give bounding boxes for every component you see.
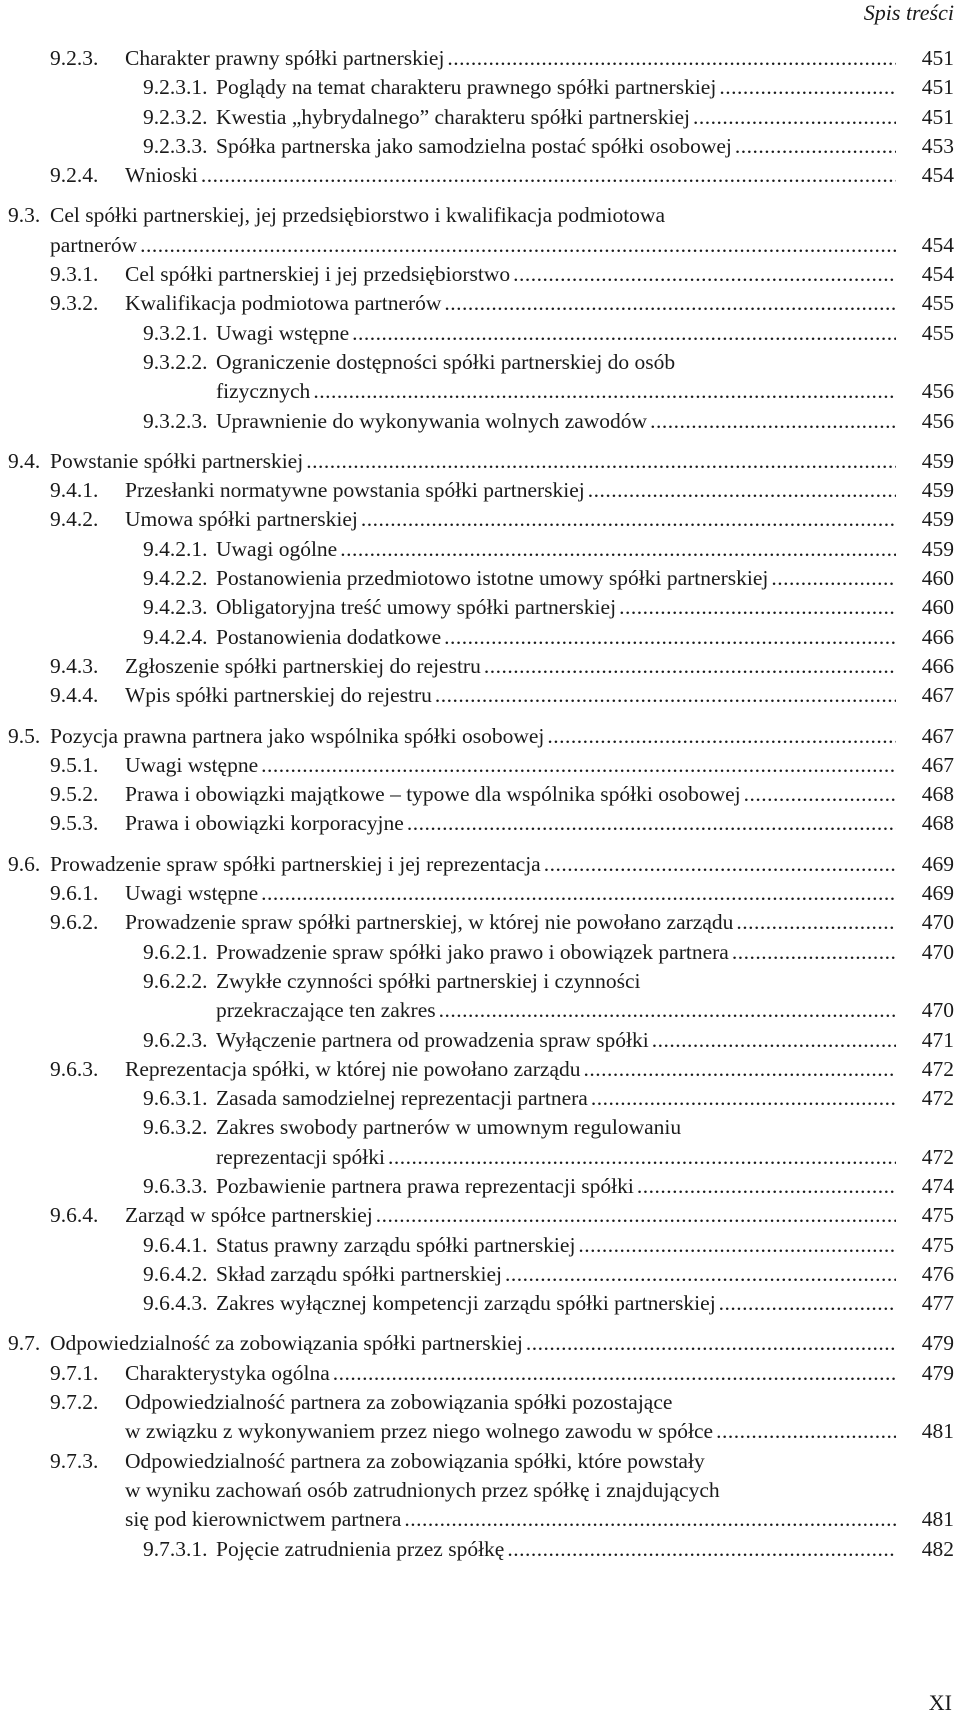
toc-entry-page: 481 [921, 1507, 954, 1532]
toc-entry-title: Charakterystyka ogólna [125, 1360, 330, 1385]
toc-entry [0, 1388, 960, 1447]
dot-leader [407, 809, 896, 838]
toc-entry-page: 481 [921, 1419, 954, 1444]
dot-leader [484, 652, 896, 681]
toc-entry-number: 9.6.3.1. [143, 1086, 208, 1111]
dot-leader [591, 1084, 896, 1113]
toc-entry-title: Charakter prawny spółki partnerskiej [125, 46, 445, 70]
dot-leader [719, 73, 896, 102]
dot-leader [404, 1505, 896, 1534]
dot-leader [771, 564, 896, 593]
dot-leader [588, 476, 896, 505]
dot-leader [526, 1329, 896, 1358]
toc-entry-title: Zarząd w spółce partnerskiej [125, 1203, 373, 1228]
toc-entry-title: w wyniku zachowań osób zatrudnionych przez spółkę i znajdujących [125, 1477, 720, 1502]
toc-entry-number: 9.6.3.2. [143, 1115, 208, 1140]
dot-leader [261, 879, 896, 908]
toc-entry [0, 809, 960, 838]
toc-entry [0, 407, 960, 436]
dot-leader [505, 1260, 896, 1289]
toc-entry-number: 9.6.2. [50, 910, 99, 935]
toc-entry-title: Odpowiedzialność za zobowiązania spółki partnerskiej [50, 1331, 523, 1356]
toc-entry-title: Prowadzenie spraw spółki partnerskiej, w której nie powołano zarządu [125, 910, 734, 935]
toc-entry-page: 472 [921, 1056, 954, 1081]
toc-entry-title: Postanowienia dodatkowe [216, 624, 442, 649]
toc-entry-number: 9.3.2.3. [143, 408, 208, 433]
toc-entry-title: Zgłoszenie spółki partnerskiej do rejestru [125, 653, 481, 678]
toc-entry [0, 103, 960, 132]
toc-entry-title: Ograniczenie dostępności spółki partnerskiej do osób [216, 349, 676, 374]
toc-entry-number: 9.6.4.1. [143, 1232, 208, 1257]
toc-entry-page: 456 [921, 408, 954, 433]
toc-entry [0, 73, 960, 102]
toc-entry [0, 505, 960, 534]
toc-entry-title: Uwagi ogólne [216, 536, 338, 561]
dot-leader [306, 447, 896, 476]
toc-entry-number: 9.6.4.2. [143, 1261, 208, 1286]
toc-entry-page: 454 [921, 232, 954, 257]
toc-entry-page: 469 [921, 851, 954, 876]
dot-leader [352, 319, 896, 348]
toc-entry [0, 132, 960, 161]
toc-entry-number: 9.3.2.2. [143, 349, 208, 374]
dot-leader [447, 44, 896, 73]
toc-entry-title: Wnioski [125, 163, 198, 188]
dot-leader [637, 1172, 896, 1201]
toc-entry-number: 9.4.4. [50, 683, 99, 708]
toc-entry-title: fizycznych [216, 379, 311, 404]
dot-leader [388, 1143, 896, 1172]
toc-entry [0, 938, 960, 967]
toc-entry-page: 460 [921, 595, 954, 620]
dot-leader [435, 681, 896, 710]
toc-entry [0, 447, 960, 476]
toc-entry [0, 44, 960, 73]
toc-entry [0, 593, 960, 622]
toc-entry-title: Uwagi wstępne [216, 320, 350, 345]
dot-leader [736, 908, 896, 937]
toc-entry-number: 9.7. [8, 1331, 41, 1356]
dot-leader [693, 103, 896, 132]
toc-entry-page: 460 [921, 566, 954, 591]
toc-entry-title: Wpis spółki partnerskiej do rejestru [125, 683, 432, 708]
toc-entry-number: 9.4.2.2. [143, 566, 208, 591]
toc-entry-title: Uprawnienie do wykonywania wolnych zawodów [216, 408, 648, 433]
toc-entry-page: 470 [921, 998, 954, 1023]
toc-entry-number: 9.6.4.3. [143, 1291, 208, 1316]
toc-entry [0, 1535, 960, 1564]
dot-leader [261, 751, 896, 780]
toc-entry-title: Obligatoryjna treść umowy spółki partnerskiej [216, 595, 617, 620]
dot-leader [361, 505, 896, 534]
dot-leader [716, 1417, 896, 1446]
toc-entry-title: Odpowiedzialność partnera za zobowiązania spółki, które powstały [125, 1448, 705, 1473]
toc-entry-number: 9.7.3. [50, 1448, 99, 1473]
toc-entry-number: 9.4.1. [50, 478, 99, 503]
toc-entry-number: 9.4.2.4. [143, 624, 208, 649]
toc-entry-title: Postanowienia przedmiotowo istotne umowy spółki partnerskiej [216, 566, 769, 591]
toc-entry-title: Uwagi wstępne [125, 881, 259, 906]
toc-entry-title: Wyłączenie partnera od prowadzenia spraw spółki [216, 1027, 649, 1052]
toc-entry [0, 1359, 960, 1388]
dot-leader [719, 1289, 896, 1318]
dot-leader [333, 1359, 896, 1388]
toc-entry-page: 467 [921, 723, 954, 748]
toc-entry-title: Zwykłe czynności spółki partnerskiej i czynności [216, 968, 641, 993]
toc-entry [0, 1113, 960, 1172]
toc-entry-title: Status prawny zarządu spółki partnerskiej [216, 1232, 576, 1257]
toc-entry-number: 9.3.2.1. [143, 320, 208, 345]
toc-entry-number: 9.6.2.1. [143, 939, 208, 964]
toc-entry-number: 9.4.2. [50, 507, 99, 532]
toc-entry-number: 9.6.3.3. [143, 1173, 208, 1198]
toc-entry-title: partnerów [50, 232, 138, 257]
dot-leader [732, 938, 896, 967]
toc-entry-page: 472 [921, 1144, 954, 1169]
dot-leader [619, 593, 896, 622]
toc-entry-number: 9.6.2.2. [143, 968, 208, 993]
toc-entry-number: 9.4.2.1. [143, 536, 208, 561]
toc-entry-page: 456 [921, 379, 954, 404]
toc-entry-title: Skład zarządu spółki partnerskiej [216, 1261, 502, 1286]
toc-entry-number: 9.6.1. [50, 881, 99, 906]
toc-entry-title: Umowa spółki partnerskiej [125, 507, 358, 532]
toc-entry-number: 9.3. [8, 203, 41, 228]
toc-entry-page: 472 [921, 1086, 954, 1111]
toc-entry-title: Kwestia „hybrydalnego” charakteru spółki partnerskiej [216, 104, 691, 129]
toc-entry [0, 1084, 960, 1113]
toc-entry [0, 476, 960, 505]
dot-leader [547, 722, 896, 751]
toc-entry-page: 455 [921, 291, 954, 316]
toc-entry [0, 879, 960, 908]
toc-entry-title: Pozbawienie partnera prawa reprezentacji spółki [216, 1173, 634, 1198]
toc-entry [0, 1231, 960, 1260]
toc-entry-number: 9.6. [8, 851, 41, 876]
running-header: Spis treści [863, 0, 954, 25]
toc-entry [0, 850, 960, 879]
toc-entry [0, 1055, 960, 1084]
toc-entry-number: 9.7.3.1. [143, 1536, 208, 1561]
toc-entry [0, 1260, 960, 1289]
toc-entry-title: Zakres swobody partnerów w umownym regulowaniu [216, 1115, 682, 1140]
dot-leader [340, 535, 896, 564]
dot-leader [444, 289, 896, 318]
toc-entry [0, 1026, 960, 1055]
toc-entry-page: 468 [921, 782, 954, 807]
dot-leader [735, 132, 896, 161]
table-of-contents [0, 44, 960, 1564]
toc-entry-number: 9.2.3.2. [143, 104, 208, 129]
toc-entry-page: 470 [921, 910, 954, 935]
toc-entry-title: Reprezentacja spółki, w której nie powołano zarządu [125, 1056, 581, 1081]
toc-entry-number: 9.2.4. [50, 163, 99, 188]
dot-leader [507, 1535, 896, 1564]
toc-entry-page: 474 [921, 1173, 954, 1198]
toc-entry-number: 9.7.2. [50, 1390, 99, 1415]
toc-entry [0, 623, 960, 652]
dot-leader [376, 1201, 896, 1230]
toc-entry-number: 9.6.2.3. [143, 1027, 208, 1052]
toc-entry-page: 467 [921, 752, 954, 777]
toc-entry [0, 161, 960, 190]
toc-entry-page: 459 [921, 507, 954, 532]
toc-entry-number: 9.5.3. [50, 811, 99, 836]
toc-entry-number: 9.5.1. [50, 752, 99, 777]
toc-entry-page: 451 [921, 46, 954, 70]
toc-entry-title: przekraczające ten zakres [216, 998, 436, 1023]
toc-entry-title: Cel spółki partnerskiej, jej przedsiębiorstwo i kwalifikacja podmiotowa [50, 203, 665, 228]
page-number: XI [928, 1690, 952, 1715]
toc-entry [0, 908, 960, 937]
toc-entry-number: 9.2.3.3. [143, 133, 208, 158]
dot-leader [652, 1026, 896, 1055]
toc-entry-title: Prawa i obowiązki majątkowe – typowe dla wspólnika spółki osobowej [125, 782, 741, 807]
toc-entry-page: 467 [921, 683, 954, 708]
toc-entry [0, 1172, 960, 1201]
toc-entry-page: 459 [921, 448, 954, 473]
toc-entry [0, 348, 960, 407]
toc-entry-page: 476 [921, 1261, 954, 1286]
toc-entry-number: 9.6.3. [50, 1056, 99, 1081]
dot-leader [584, 1055, 897, 1084]
toc-entry-title: reprezentacji spółki [216, 1144, 385, 1169]
toc-entry [0, 652, 960, 681]
toc-entry-page: 468 [921, 811, 954, 836]
dot-leader [513, 260, 896, 289]
toc-entry-number: 9.7.1. [50, 1360, 99, 1385]
toc-entry-title: Uwagi wstępne [125, 752, 259, 777]
toc-entry [0, 751, 960, 780]
dot-leader [201, 161, 896, 190]
toc-entry-page: 453 [921, 133, 954, 158]
toc-entry [0, 681, 960, 710]
toc-entry-title: Zakres wyłącznej kompetencji zarządu spółki partnerskiej [216, 1291, 716, 1316]
toc-entry-title: Pozycja prawna partnera jako wspólnika spółki osobowej [50, 723, 545, 748]
toc-entry-number: 9.4.3. [50, 653, 99, 678]
toc-entry [0, 1289, 960, 1318]
toc-entry-title: Powstanie spółki partnerskiej [50, 448, 304, 473]
toc-entry-page: 454 [921, 163, 954, 188]
toc-entry-page: 470 [921, 939, 954, 964]
toc-entry-title: Prowadzenie spraw spółki jako prawo i obowiązek partnera [216, 939, 729, 964]
toc-entry-page: 451 [921, 104, 954, 129]
toc-entry-title: Cel spółki partnerskiej i jej przedsiębiorstwo [125, 262, 511, 287]
toc-entry-number: 9.3.1. [50, 262, 99, 287]
toc-entry-number: 9.4.2.3. [143, 595, 208, 620]
toc-entry-title: Poglądy na temat charakteru prawnego spółki partnerskiej [216, 75, 717, 100]
toc-entry-page: 454 [921, 262, 954, 287]
toc-entry-page: 479 [921, 1360, 954, 1385]
toc-entry [0, 1329, 960, 1358]
toc-entry-number: 9.5. [8, 723, 41, 748]
toc-entry-title: w związku z wykonywaniem przez niego wolnego zawodu w spółce [125, 1419, 714, 1444]
dot-leader [313, 377, 896, 406]
toc-entry-page: 477 [921, 1291, 954, 1316]
toc-entry-number: 9.2.3. [50, 46, 99, 70]
toc-entry-title: Przesłanki normatywne powstania spółki partnerskiej [125, 478, 585, 503]
toc-entry-number: 9.5.2. [50, 782, 99, 807]
toc-entry-title: Kwalifikacja podmiotowa partnerów [125, 291, 442, 316]
toc-entry-page: 482 [921, 1536, 954, 1561]
toc-entry-page: 466 [921, 653, 954, 678]
toc-entry-title: Pojęcie zatrudnienia przez spółkę [216, 1536, 505, 1561]
toc-entry [0, 535, 960, 564]
toc-entry [0, 564, 960, 593]
toc-entry-page: 471 [921, 1027, 954, 1052]
dot-leader [439, 996, 896, 1025]
toc-entry-page: 475 [921, 1203, 954, 1228]
toc-entry-title: się pod kierownictwem partnera [125, 1507, 402, 1532]
toc-entry-title: Odpowiedzialność partnera za zobowiązania spółki pozostające [125, 1390, 673, 1415]
dot-leader [744, 780, 896, 809]
toc-entry-title: Spółka partnerska jako samodzielna postać spółki osobowej [216, 133, 732, 158]
dot-leader [544, 850, 896, 879]
toc-entry [0, 780, 960, 809]
dot-leader [444, 623, 896, 652]
toc-entry [0, 201, 960, 260]
toc-entry [0, 1201, 960, 1230]
toc-entry-title: Prowadzenie spraw spółki partnerskiej i jej reprezentacja [50, 851, 541, 876]
toc-entry [0, 967, 960, 1026]
toc-entry [0, 722, 960, 751]
toc-entry [0, 260, 960, 289]
dot-leader [140, 231, 896, 260]
toc-entry-page: 469 [921, 881, 954, 906]
toc-entry-page: 479 [921, 1331, 954, 1356]
toc-entry [0, 289, 960, 318]
toc-entry-page: 475 [921, 1232, 954, 1257]
toc-entry [0, 319, 960, 348]
toc-entry-page: 459 [921, 478, 954, 503]
toc-entry-page: 455 [921, 320, 954, 345]
toc-entry-page: 459 [921, 536, 954, 561]
toc-entry-page: 466 [921, 624, 954, 649]
toc-entry-number: 9.3.2. [50, 291, 99, 316]
toc-entry-number: 9.4. [8, 448, 41, 473]
dot-leader [650, 407, 896, 436]
toc-entry-title: Zasada samodzielnej reprezentacji partnera [216, 1086, 588, 1111]
dot-leader [578, 1231, 896, 1260]
toc-entry-title: Prawa i obowiązki korporacyjne [125, 811, 404, 836]
toc-entry [0, 1447, 960, 1535]
toc-entry-page: 451 [921, 75, 954, 100]
toc-entry-number: 9.6.4. [50, 1203, 99, 1228]
toc-entry-number: 9.2.3.1. [143, 75, 208, 100]
